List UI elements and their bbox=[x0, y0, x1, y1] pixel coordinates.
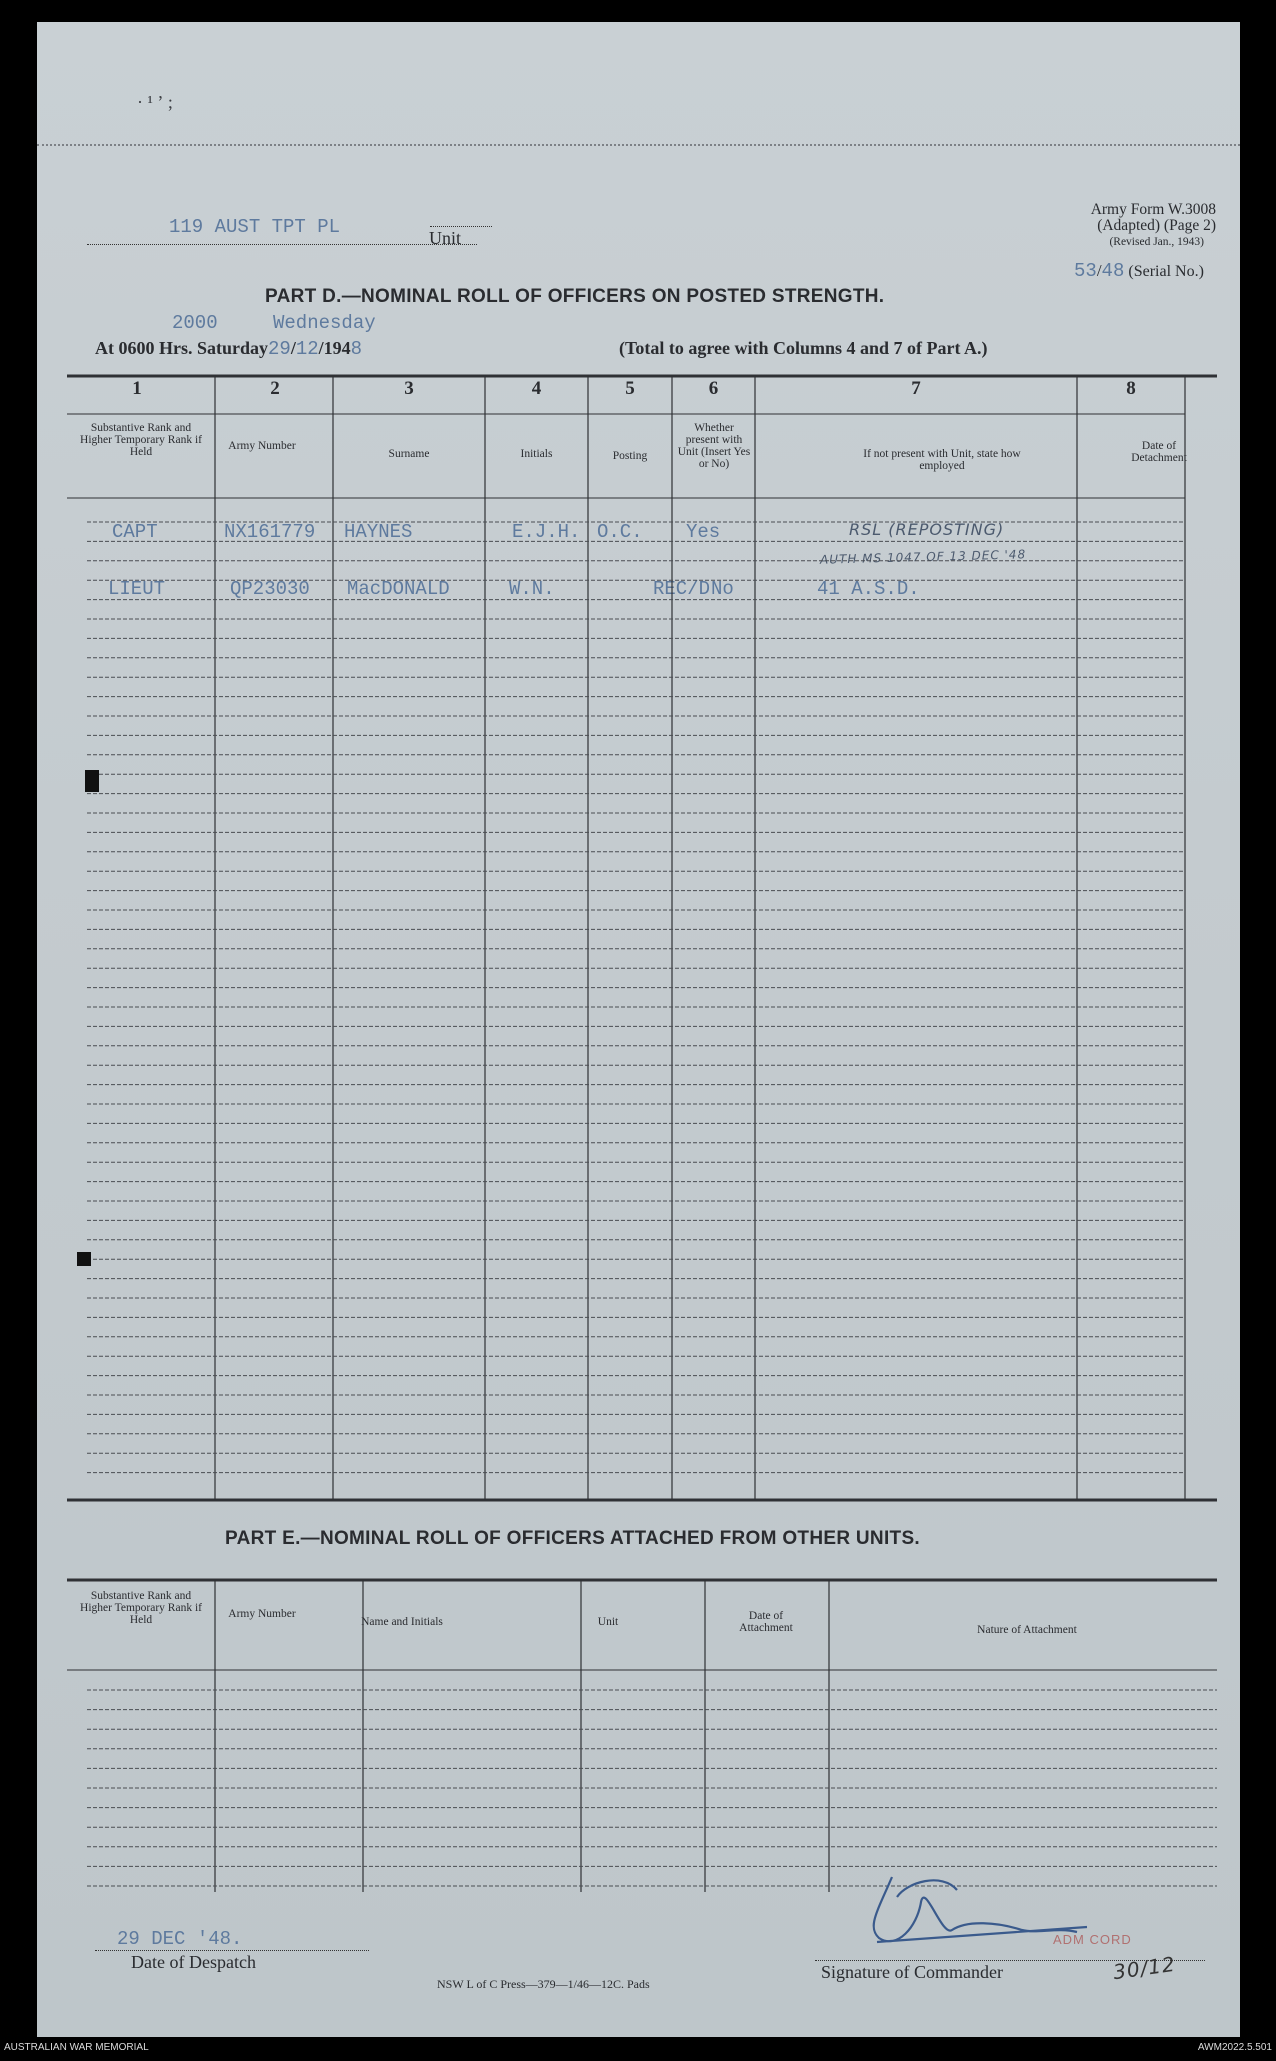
col-6-label: Whether present with Unit (Insert Yes or No) bbox=[677, 422, 751, 470]
printer-line: NSW L of C Press—379—1/46—12C. Pads bbox=[437, 1977, 650, 1991]
typed-day: Wednesday bbox=[273, 312, 376, 334]
part-e-title: PART E.—NOMINAL ROLL OF OFFICERS ATTACHED FROM OTHER UNITS. bbox=[225, 1528, 920, 1549]
part-e-col-5-label: Date of Attachment bbox=[739, 1610, 793, 1634]
row-1-rank: CAPT bbox=[112, 521, 158, 543]
col-1-num: 1 bbox=[132, 378, 142, 399]
col-8-label: Date of Detachment bbox=[1131, 440, 1187, 464]
row-1-present: Yes bbox=[686, 521, 721, 543]
col-3-num: 3 bbox=[404, 378, 414, 399]
form-sheet bbox=[37, 22, 1240, 2037]
commander-label: Signature of Commander bbox=[821, 1962, 1003, 1982]
col-7-label: If not present with Unit, state how employed bbox=[863, 448, 1021, 472]
col-7-num: 7 bbox=[911, 378, 921, 399]
punch-mark-2 bbox=[77, 1252, 91, 1266]
commander-signature bbox=[874, 1877, 1087, 1942]
col-5-label: Posting bbox=[612, 450, 648, 462]
part-e-col-6-label: Nature of Attachment bbox=[977, 1624, 1077, 1636]
col-5-num: 5 bbox=[625, 378, 635, 399]
commander-initial: 30/12 bbox=[1111, 1951, 1178, 1985]
footer-right: AWM2022.5.501 bbox=[1197, 2042, 1272, 2053]
col-3-label: Surname bbox=[388, 448, 430, 460]
part-e-col-1-label: Substantive Rank and Higher Temporary Rank if Held bbox=[80, 1590, 202, 1626]
row-1-initials: E.J.H. bbox=[512, 521, 581, 543]
col-6-num: 6 bbox=[708, 378, 719, 399]
form-id: Army Form W.3008 (Adapted) (Page 2) (Revised Jan., 1943) bbox=[1090, 201, 1216, 248]
pencil-marks: · ¹ ʼ ; bbox=[137, 92, 173, 112]
row-1-posting: O.C. bbox=[597, 521, 643, 543]
punch-mark-1 bbox=[85, 770, 99, 792]
row-2-initials: W.N. bbox=[509, 578, 555, 600]
part-d-date-line: At 0600 Hrs. Saturday29/12/1948 bbox=[95, 338, 363, 360]
admin-stamp: ADM CORD bbox=[1053, 1932, 1132, 1947]
col-4-label: Initials bbox=[520, 448, 553, 460]
unit-name: 119 AUST TPT PL bbox=[169, 216, 341, 238]
row-2-number: QP23030 bbox=[230, 578, 310, 600]
despatch-date: 29 DEC '48. bbox=[117, 1928, 243, 1950]
col-4-num: 4 bbox=[531, 378, 542, 399]
row-2-posting: REC/D bbox=[653, 578, 711, 600]
unit-label: Unit bbox=[429, 228, 462, 248]
footer-left: AUSTRALIAN WAR MEMORIAL bbox=[4, 2042, 149, 2053]
row-2-present: No bbox=[711, 578, 734, 600]
row-1-surname: HAYNES bbox=[344, 521, 413, 543]
row-1-number: NX161779 bbox=[224, 521, 316, 543]
despatch-label: Date of Despatch bbox=[131, 1952, 256, 1972]
col-8-num: 8 bbox=[1126, 378, 1136, 399]
part-e-col-2-label: Army Number bbox=[228, 1608, 296, 1620]
serial-number: 53/48 (Serial No.) bbox=[1074, 260, 1204, 282]
row-2-surname: MacDONALD bbox=[347, 578, 450, 600]
part-e-col-4-label: Unit bbox=[597, 1616, 619, 1628]
typed-time: 2000 bbox=[172, 312, 218, 334]
row-1-employed-note: AUTH MS 1047 OF 13 DEC '48 bbox=[819, 547, 1027, 567]
row-2-employed: 41 A.S.D. bbox=[817, 578, 920, 600]
col-2-num: 2 bbox=[270, 378, 280, 399]
col-1-label: Substantive Rank and Higher Temporary Rank if Held bbox=[80, 422, 202, 458]
total-note: (Total to agree with Columns 4 and 7 of Part A.) bbox=[619, 338, 988, 358]
form-grid bbox=[37, 22, 1240, 2037]
part-e-col-3-label: Name and Initials bbox=[361, 1616, 443, 1628]
row-1-employed: RSL (REPOSTING) bbox=[849, 520, 1005, 539]
part-d-title: PART D.—NOMINAL ROLL OF OFFICERS ON POSTED STRENGTH. bbox=[265, 286, 885, 307]
col-2-label: Army Number bbox=[228, 440, 296, 452]
row-2-rank: LIEUT bbox=[108, 578, 166, 600]
